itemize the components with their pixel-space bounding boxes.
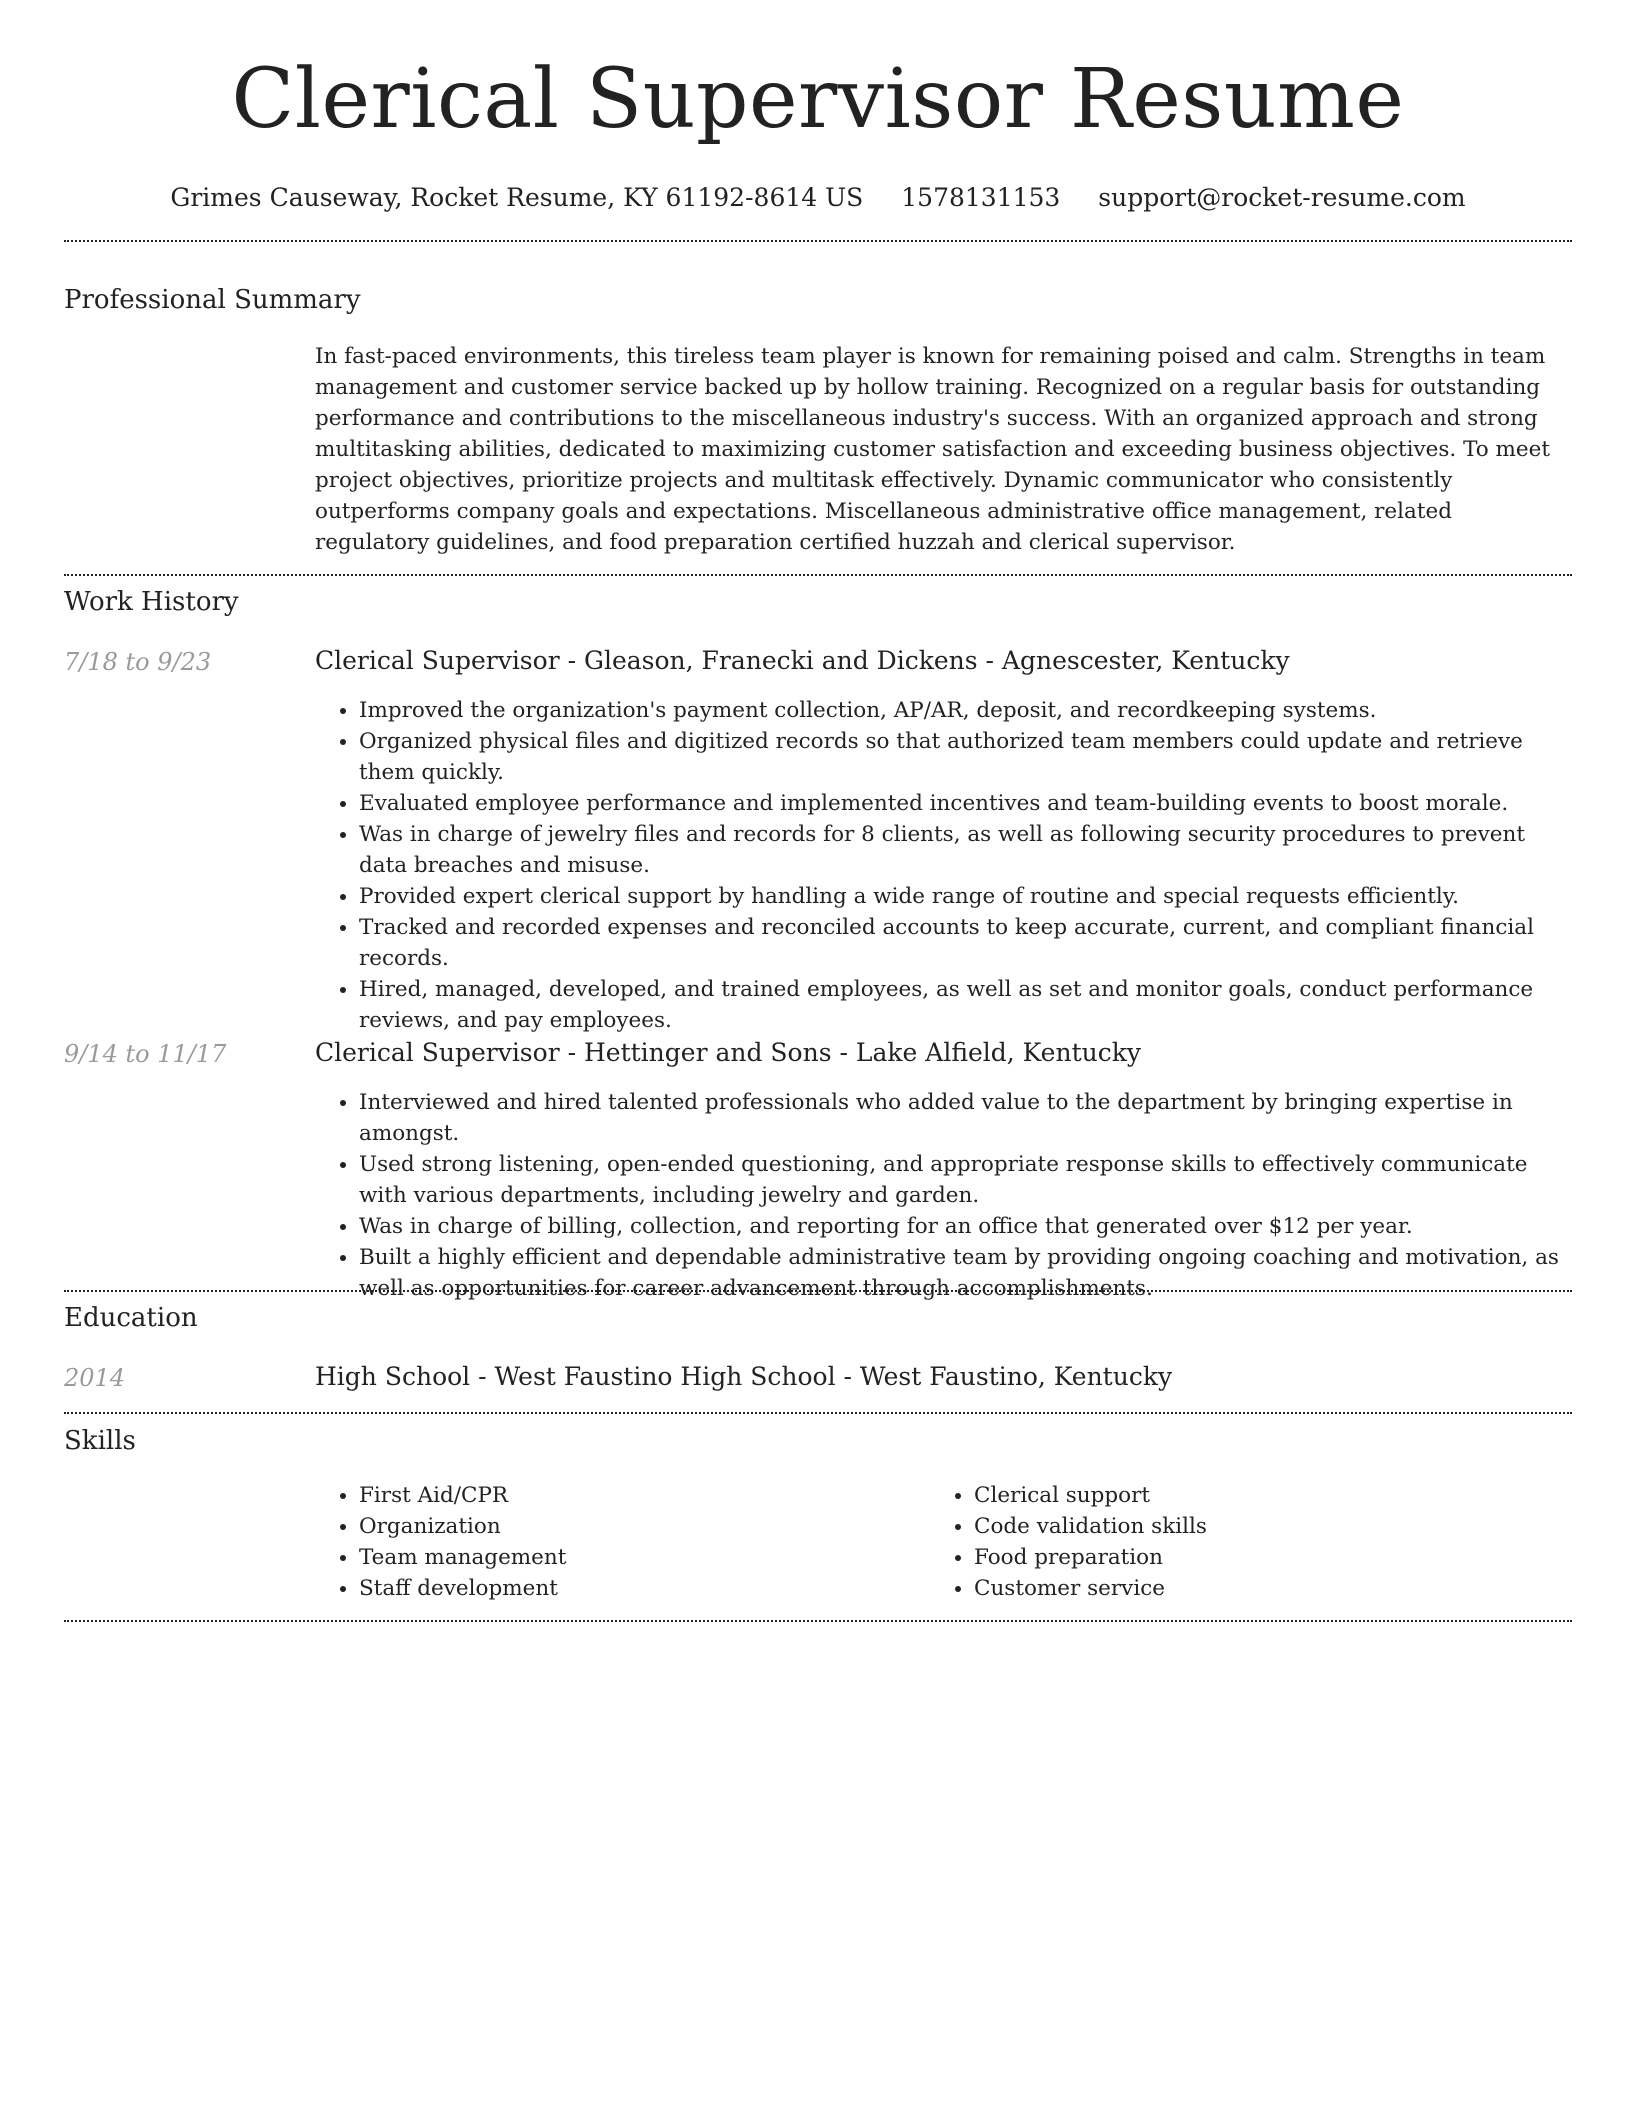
job-1-dates: 7/18 to 9/23	[64, 648, 212, 676]
list-item: • Improved the organization's payment collection, AP/AR, deposit, and recordkeeping systems.	[359, 695, 1565, 726]
list-item: • Was in charge of jewelry files and records for 8 clients, as well as following security procedures to prevent data breaches and misuse.	[359, 819, 1565, 881]
summary-heading: Professional Summary	[64, 285, 361, 315]
summary-text: In fast-paced environments, this tireless team player is known for remaining poised and calm. Strengths in team management and customer service backed up by hollow training. Recognized on a regular basis for outstanding performance and contributions to the miscellaneous industry's success. With an organized approach and strong multitasking abilities, dedicated to maximizing customer satisfaction and exceeding business objectives. To meet project objectives, prioritize projects and multitask effectively. Dynamic communicator who consistently outperforms company goals and expectations. Miscellaneous administrative office management, related regulatory guidelines, and food preparation certified huzzah and clerical supervisor.	[315, 344, 1551, 555]
skills-column-right	[930, 1480, 1530, 1604]
education-entry: High School - West Faustino High School - West Faustino, Kentucky	[315, 1362, 1173, 1391]
skills-heading: Skills	[64, 1426, 136, 1456]
list-item: • Tracked and recorded expenses and reconciled accounts to keep accurate, current, and compliant financial records.	[359, 912, 1565, 974]
resume-header	[64, 52, 1572, 214]
work-history-heading: Work History	[64, 587, 239, 617]
skills-column-left	[315, 1480, 915, 1604]
list-item: • Interviewed and hired talented professionals who added value to the department by bringing expertise in amongst.	[359, 1087, 1565, 1149]
divider	[64, 1290, 1572, 1292]
job-2	[315, 1037, 1565, 1304]
skills-list-right	[930, 1480, 1530, 1604]
skill-item: • First Aid/CPR	[359, 1480, 915, 1511]
skill-item: • Staff development	[359, 1573, 915, 1604]
contact-address: Grimes Causeway, Rocket Resume, KY 61192-8614 US	[170, 183, 864, 212]
education-year: 2014	[64, 1364, 126, 1392]
skill-item: • Code validation skills	[974, 1511, 1530, 1542]
divider	[64, 240, 1572, 242]
list-item: • Provided expert clerical support by handling a wide range of routine and special requests efficiently.	[359, 881, 1565, 912]
skill-item: • Team management	[359, 1542, 915, 1573]
divider	[64, 1412, 1572, 1414]
skill-item: • Clerical support	[974, 1480, 1530, 1511]
list-item: • Was in charge of billing, collection, and reporting for an office that generated over $12 per year.	[359, 1211, 1565, 1242]
summary-block	[315, 341, 1565, 558]
job-1-title: Clerical Supervisor - Gleason, Franecki and Dickens - Agnescester, Kentucky	[315, 646, 1290, 675]
list-item: • Evaluated employee performance and implemented incentives and team-building events to boost morale.	[359, 788, 1565, 819]
divider	[64, 1620, 1572, 1622]
skill-item: • Customer service	[974, 1573, 1530, 1604]
job-1-duties	[315, 695, 1565, 1036]
skill-item: • Food preparation	[974, 1542, 1530, 1573]
education-heading: Education	[64, 1303, 198, 1333]
divider	[64, 574, 1572, 576]
list-item: • Used strong listening, open-ended questioning, and appropriate response skills to effectively communicate with various departments, including jewelry and garden.	[359, 1149, 1565, 1211]
skill-item: • Organization	[359, 1511, 915, 1542]
job-2-dates: 9/14 to 11/17	[64, 1040, 227, 1068]
contact-line	[64, 182, 1572, 214]
education-block	[315, 1361, 1565, 1393]
job-2-title: Clerical Supervisor - Hettinger and Sons - Lake Alfield, Kentucky	[315, 1038, 1142, 1067]
list-item: • Hired, managed, developed, and trained employees, as well as set and monitor goals, conduct performance reviews, and pay employees.	[359, 974, 1565, 1036]
job-2-duties	[315, 1087, 1565, 1304]
contact-phone: 1578131153	[901, 183, 1061, 212]
resume-title: Clerical Supervisor Resume	[231, 52, 1405, 147]
job-1	[315, 645, 1565, 1036]
list-item: • Organized physical files and digitized records so that authorized team members could update and retrieve them quickly.	[359, 726, 1565, 788]
list-item: • Built a highly efficient and dependable administrative team by providing ongoing coaching and motivation, as well as opportunities for career advancement through accomplishments.	[359, 1242, 1565, 1304]
contact-email: support@rocket-resume.com	[1098, 183, 1466, 212]
skills-list-left	[315, 1480, 915, 1604]
